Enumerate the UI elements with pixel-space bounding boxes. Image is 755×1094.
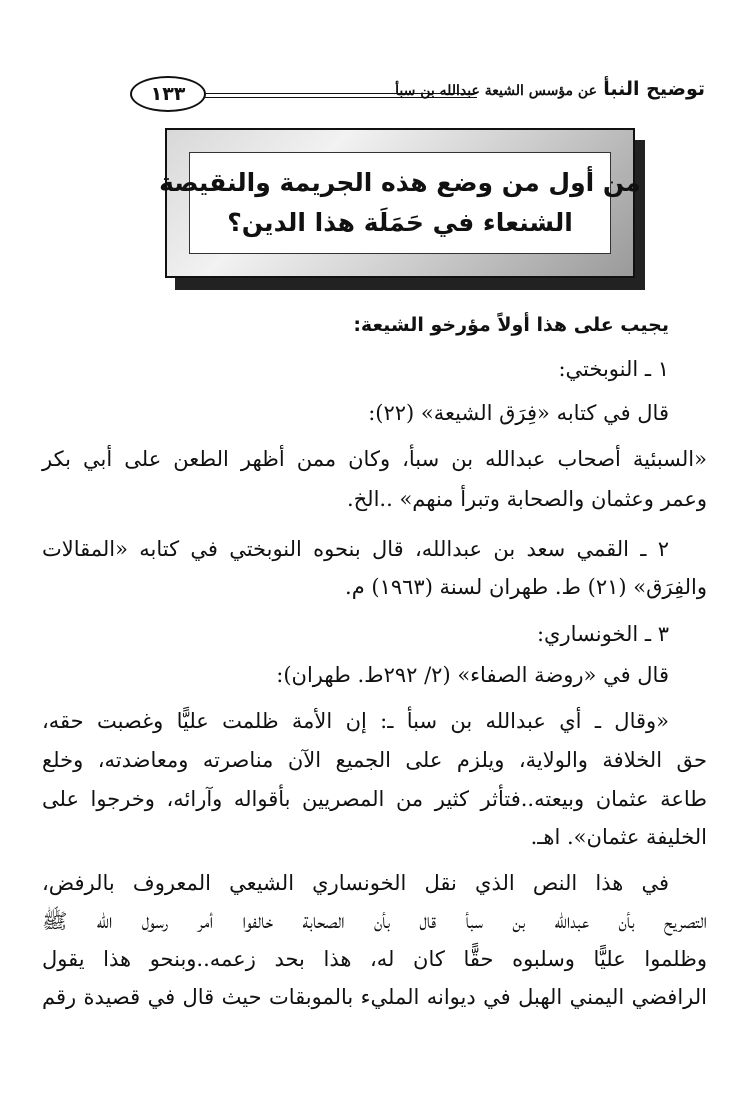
paragraph-line: التصريح بأن عبدالله بن سبأ قال بأن الصحابة خالفوا أمر رسول الله ﷺ xyxy=(42,909,707,933)
running-title-subtitle: عن مؤسس الشيعة عبدالله بن سبأ xyxy=(395,83,597,99)
item1-source: قال في كتابه «فِرَق الشيعة» (٢٢): xyxy=(368,401,669,425)
item1-label: ١ ـ النوبختي: xyxy=(558,357,669,381)
heading-box xyxy=(159,128,641,278)
running-title-lead: توضيح النبأ xyxy=(603,78,705,100)
item3-quote-line: طاعة عثمان وبيعته..فتأثر كثير من المصريين بأقواله وآرائه، وخرجوا على xyxy=(42,787,707,811)
intro-line: يجيب على هذا أولاً مؤرخو الشيعة: xyxy=(353,314,669,336)
item1-quote-line: وعمر وعثمان والصحابة وتبرأ منهم» ..الخ. xyxy=(346,487,707,511)
item2-line: والفِرَق» (٢١) ط. طهران لسنة (١٩٦٣) م. xyxy=(345,575,707,599)
header-rule xyxy=(182,93,477,98)
paragraph-line: الرافضي اليمني الهبل في ديوانه المليء بالموبقات حيث قال في قصيدة رقم xyxy=(42,985,707,1009)
running-header xyxy=(100,72,705,120)
heading-line-2: الشنعاء في حَمَلَة هذا الدين؟ xyxy=(227,208,573,237)
item3-source: قال في «روضة الصفاء» (٢/ ٢٩٢ط. طهران): xyxy=(276,663,669,687)
item3-quote-line: «وقال ـ أي عبدالله بن سبأ ـ: إن الأمة ظلمت عليًّا وغصبت حقه، xyxy=(42,709,669,733)
heading-line-1: من أول من وضع هذه الجريمة والنقيصة xyxy=(159,168,641,197)
page-number: ١٣٣ xyxy=(130,76,206,112)
paragraph-line: في هذا النص الذي نقل الخونساري الشيعي المعروف بالرفض، xyxy=(42,871,669,895)
item1-quote-line: «السبئية أصحاب عبدالله بن سبأ، وكان ممن أظهر الطعن على أبي بكر xyxy=(42,447,707,471)
item3-label: ٣ ـ الخونساري: xyxy=(536,622,669,646)
item2-line: ٢ ـ القمي سعد بن عبدالله، قال بنحوه النوبختي في كتابه «المقالات xyxy=(42,537,669,561)
item3-quote-line: حق الخلافة والولاية، ويلزم على الجميع الآن مناصرته ومعاضدته، وخلع xyxy=(42,748,707,772)
paragraph-line: وظلموا عليًّا وسلبوه حقًّا كان له، هذا بحد زعمه..وبنحو هذا يقول xyxy=(42,947,707,971)
item3-quote-line: الخليفة عثمان». اهـ. xyxy=(530,825,707,849)
heading-box-inner xyxy=(159,152,641,254)
